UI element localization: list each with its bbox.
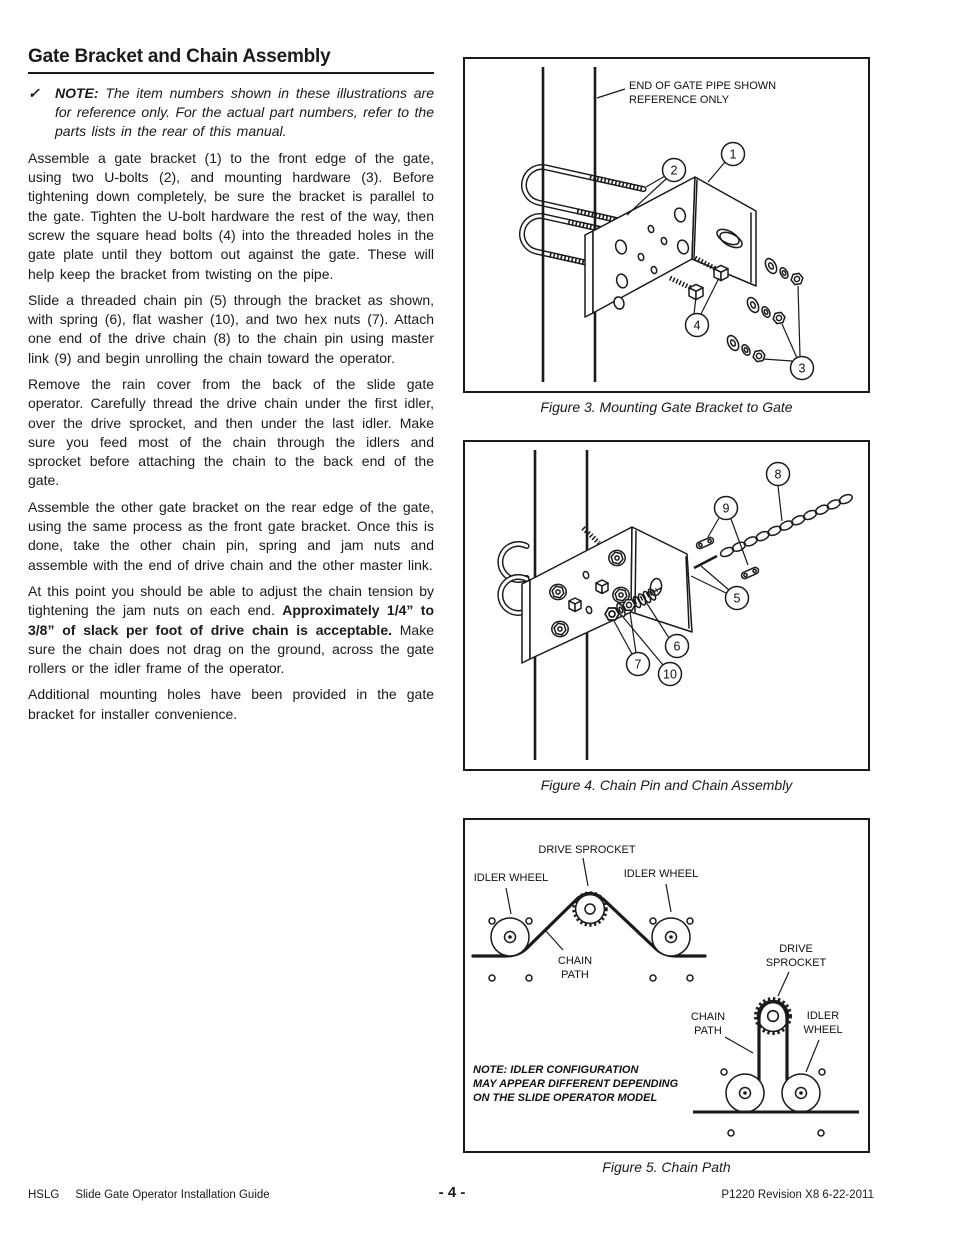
square-bolt-head — [569, 598, 581, 611]
figure-3-frame — [463, 57, 870, 393]
title-divider — [28, 72, 434, 74]
figure-4-caption: Figure 4. Chain Pin and Chain Assembly — [540, 777, 793, 793]
checkmark-icon: ✓ — [28, 84, 40, 101]
svg-text:NOTE: IDLER CONFIGURATION: NOTE: IDLER CONFIGURATION — [473, 1064, 639, 1076]
annotation-line1: END OF GATE PIPE SHOWN — [629, 80, 777, 92]
label-idler-wheel-left: IDLER WHEEL — [473, 872, 549, 884]
note-text: The item numbers shown in these illustrations are for reference only. For the actual part numbers, refer to the parts lists in the rear of this manual. — [55, 84, 435, 140]
tension-text-pre: At this point you should be able to adjust the chain tension by tightening the jam nuts on each end. — [28, 582, 434, 619]
pin-tail — [694, 556, 717, 568]
square-head-bolt-b — [670, 278, 703, 300]
figure-5-frame — [463, 818, 870, 1153]
pipe-annotation — [597, 80, 776, 106]
svg-text:1: 1 — [729, 147, 737, 162]
paragraph-chain-tension — [28, 582, 434, 678]
idler-wheel-right — [652, 918, 690, 956]
note-body — [55, 84, 434, 142]
label-chain-path-br-1: CHAIN — [690, 1011, 726, 1023]
svg-text:10: 10 — [663, 667, 677, 682]
svg-text:8: 8 — [774, 467, 782, 482]
label-idler-wheel-br-1: IDLER — [806, 1010, 840, 1022]
paragraph-additional-holes: Additional mounting holes have been provided in the gate bracket for installer convenience. — [28, 686, 434, 722]
square-bolt-head — [596, 580, 608, 593]
paragraph-other-bracket: Assemble the other gate bracket on the rear edge of the gate, using the same process as the front gate bracket. Once this is done, take the other chain pin, spring and jam nuts and assemble with the end of drive chain and the other master link. — [28, 498, 434, 573]
tension-text-bold: Approximately 1/4” to 3/8” of slack per foot of drive chain is acceptable. — [28, 602, 435, 638]
note-paragraph — [28, 84, 434, 142]
paragraph-assemble-bracket: Assemble a gate bracket (1) to the front edge of the gate, using two U-bolts (2), and mounting hardware (3). Before tightening down completely, be sure the bracket is parallel to the gate. Tighten the U-bolt hardware the rest of the way, then screw the square head bolts (4) into the threaded holes in the gate plate until they bottom out against the gate. These will help keep the bracket from twisting on the pipe. — [28, 149, 434, 282]
svg-text:7: 7 — [634, 657, 642, 672]
svg-text:MAY APPEAR DIFFERENT DEPENDING: MAY APPEAR DIFFERENT DEPENDING — [473, 1078, 679, 1090]
figure-4-frame — [463, 440, 870, 771]
master-link-plate — [695, 536, 714, 549]
label-chain-path-top-1: CHAIN — [557, 955, 593, 967]
page-title: Gate Bracket and Chain Assembly — [28, 46, 331, 67]
label-drive-sprocket-br-1: DRIVE — [779, 943, 813, 955]
label-chain-path-br-2: PATH — [694, 1025, 722, 1037]
annotation-line2: REFERENCE ONLY — [629, 94, 730, 106]
idler-wheel-right — [782, 1074, 820, 1112]
svg-text:9: 9 — [722, 501, 730, 516]
callout-7 — [614, 612, 650, 676]
paragraph-rain-cover: Remove the rain cover from the back of the slide gate operator. Carefully thread the drive chain under the first idler, over the drive sprocket, and then under the last idler. Make sure you feed most of the chain through the idlers and sprocket before attaching the chain to the back end of the gate. — [28, 376, 434, 489]
callout-8 — [767, 463, 790, 522]
idler-configuration-note — [473, 1064, 679, 1104]
figure-3-drawing — [465, 59, 867, 390]
footer-brand: HSLG — [28, 1189, 60, 1201]
idler-wheel-left — [491, 918, 529, 956]
figure-5-caption: Figure 5. Chain Path — [602, 1159, 731, 1175]
label-idler-wheel-br-2: WHEEL — [803, 1024, 843, 1036]
tension-text-post: Make sure the chain does not drag on the ground, across the gate rollers or the idler frame of the operator. — [28, 621, 435, 677]
svg-text:4: 4 — [693, 318, 701, 333]
footer-left — [28, 1189, 270, 1201]
label-chain-path-top-2: PATH — [561, 969, 589, 981]
chain-path-diagram-top — [473, 844, 705, 981]
footer-doc-title: Slide Gate Operator Installation Guide — [75, 1189, 270, 1201]
svg-text:ON THE SLIDE OPERATOR MODEL: ON THE SLIDE OPERATOR MODEL — [473, 1092, 658, 1104]
callout-3 — [763, 286, 814, 380]
idler-wheel-left — [726, 1074, 764, 1112]
svg-text:6: 6 — [673, 639, 681, 654]
figure-3-caption: Figure 3. Mounting Gate Bracket to Gate — [540, 399, 793, 415]
figure-4-drawing — [465, 442, 867, 768]
drive-sprocket — [756, 999, 790, 1033]
text-column — [28, 46, 434, 724]
label-drive-sprocket-top: DRIVE SPROCKET — [538, 844, 636, 856]
svg-text:2: 2 — [670, 163, 678, 178]
callout-5 — [691, 566, 749, 610]
figure-5-drawing — [465, 820, 867, 1150]
callout-1 — [708, 143, 745, 183]
svg-text:5: 5 — [733, 591, 741, 606]
paragraph-chain-pin: Slide a threaded chain pin (5) through the bracket as shown, with spring (6), flat washer (10), and two hex nuts (7). Attach one end of the drive chain (8) to the chain pin using master link (9) and begin unrolling the chain toward the operator. — [28, 291, 434, 366]
label-idler-wheel-right: IDLER WHEEL — [623, 868, 699, 880]
footer-page-number: - 4 - — [438, 1184, 466, 1201]
footer-revision: P1220 Revision X8 6-22-2011 — [721, 1189, 874, 1201]
chain-path-diagram-bottom — [691, 943, 859, 1136]
drive-chain — [719, 493, 853, 559]
note-label: NOTE: — [55, 84, 99, 101]
svg-text:3: 3 — [798, 361, 806, 376]
master-link-pins — [740, 566, 759, 579]
label-drive-sprocket-br-2: SPROCKET — [765, 957, 827, 969]
gate-bracket — [585, 177, 756, 317]
